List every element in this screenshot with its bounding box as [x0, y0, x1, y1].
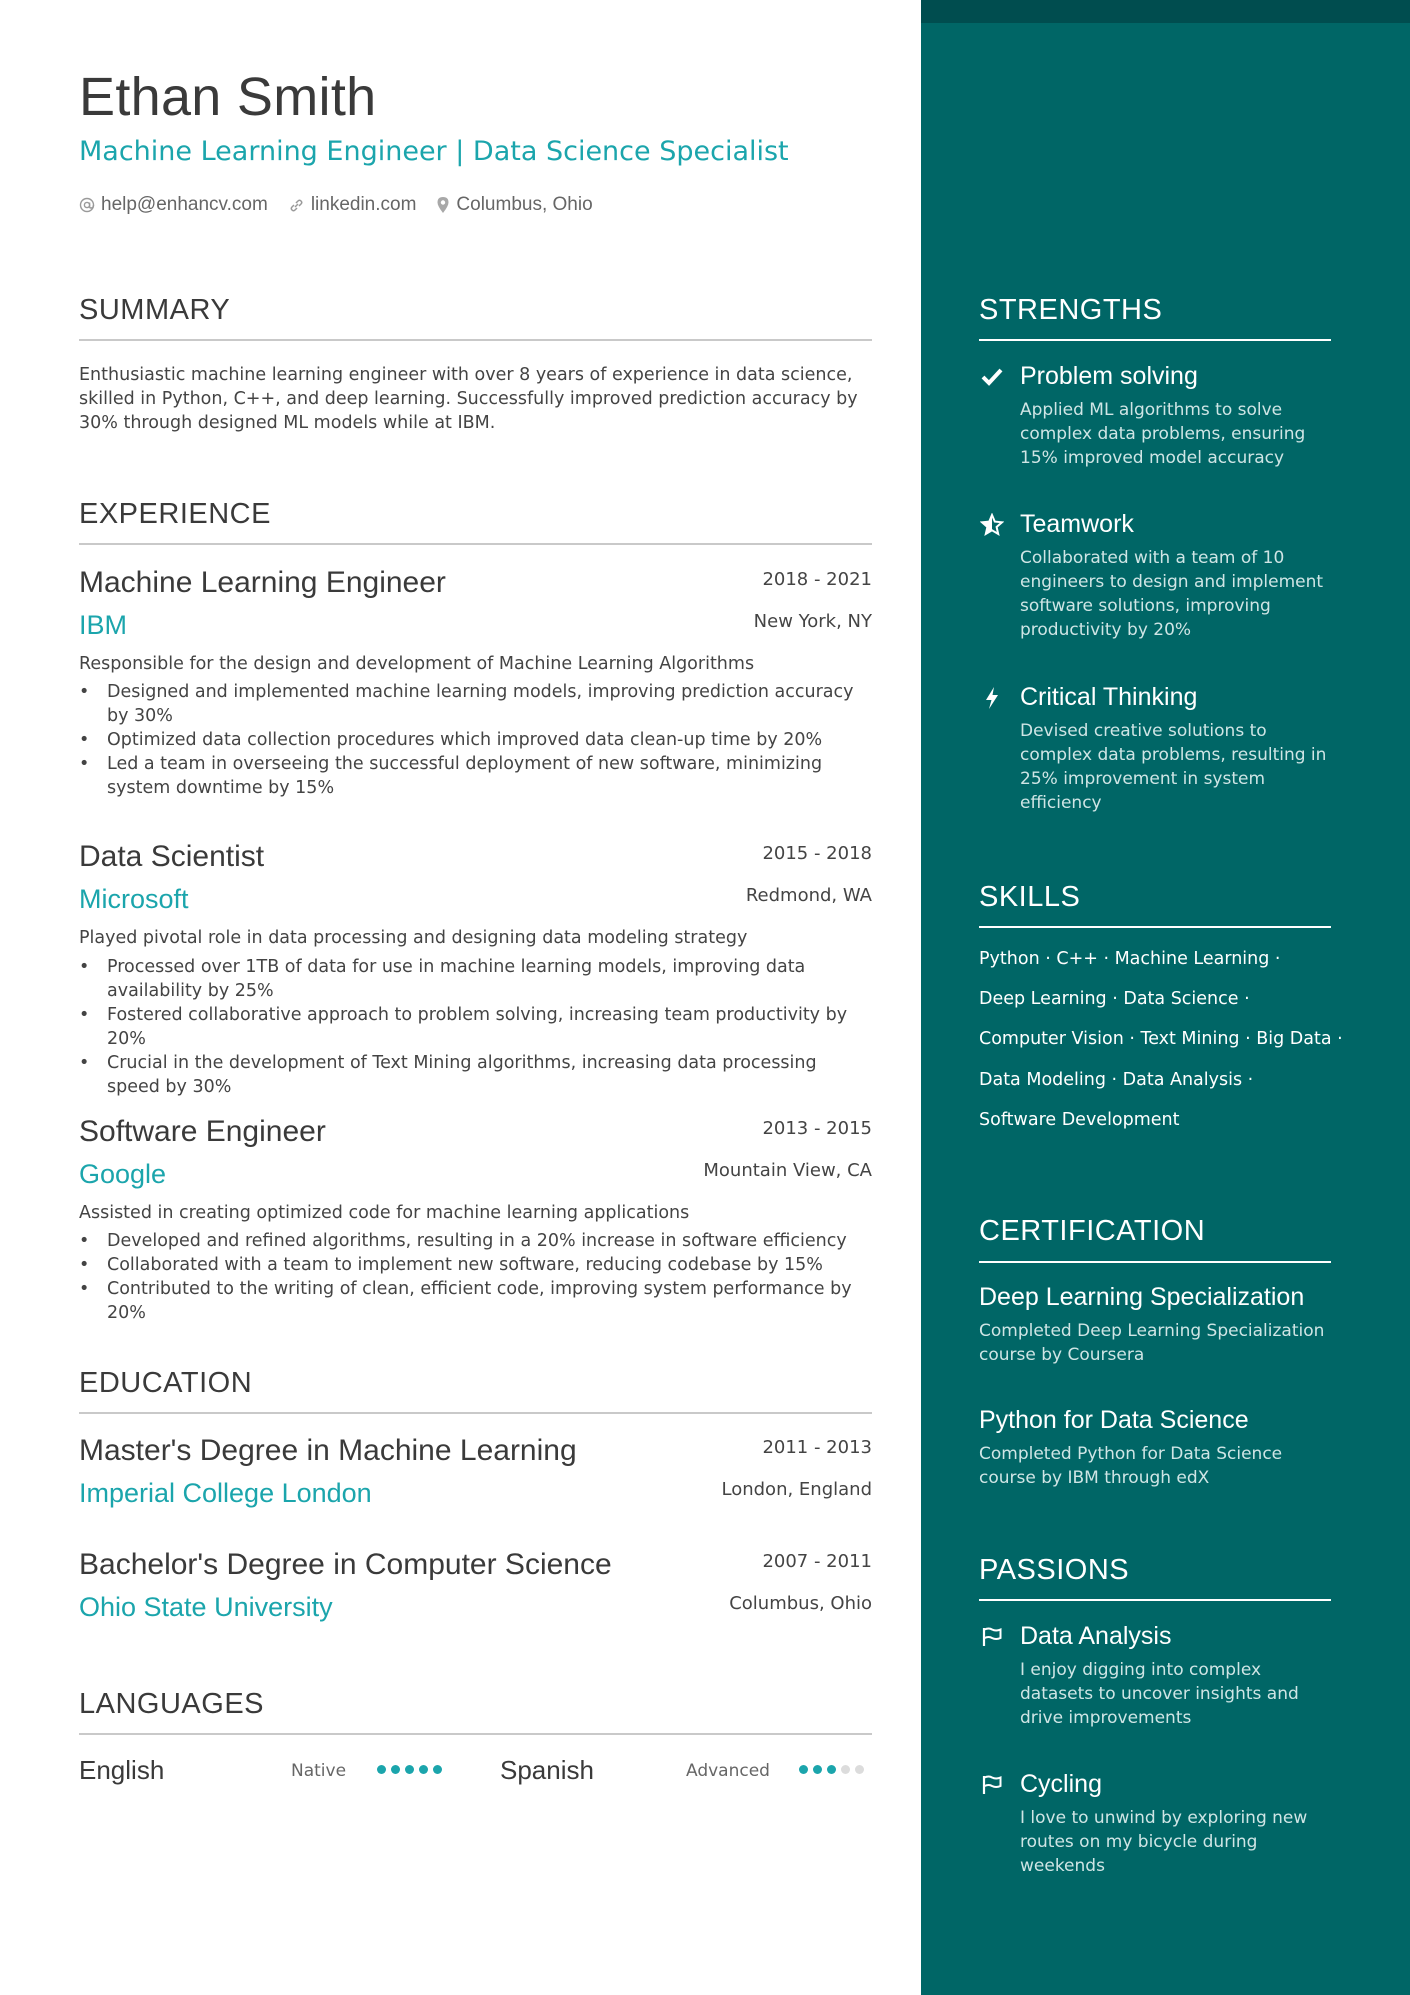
- education-dates: 2007 - 2011: [762, 1551, 872, 1572]
- certification-title: Python for Data Science: [979, 1406, 1249, 1434]
- job-title: Software Engineer: [79, 1115, 326, 1148]
- achievement-item: • Developed and refined algorithms, resulting in a 20% increase in software efficiency: [79, 1229, 872, 1253]
- achievement-item: • Led a team in overseeing the successful deployment of new software, minimizing system downtime by 15%: [79, 752, 872, 800]
- education-location: Columbus, Ohio: [729, 1593, 872, 1614]
- flag-icon: [979, 1772, 1005, 1798]
- check-icon: [979, 364, 1005, 390]
- skill-line: Computer Vision · Text Mining · Big Data ·: [979, 1029, 1343, 1049]
- experience-heading: EXPERIENCE: [79, 498, 271, 530]
- rating-dot-filled: [391, 1765, 400, 1774]
- skill-line: Deep Learning · Data Science ·: [979, 989, 1250, 1009]
- degree-title: Bachelor's Degree in Computer Science: [79, 1548, 612, 1581]
- language-rating: [799, 1765, 869, 1774]
- contact-bar: [79, 194, 613, 216]
- rating-dot-empty: [841, 1765, 850, 1774]
- passions-divider: [979, 1599, 1331, 1601]
- sidebar: [921, 0, 1410, 1995]
- passion-text: I enjoy digging into complex datasets to uncover insights and drive improvements: [1020, 1660, 1299, 1728]
- job-achievements: [79, 680, 872, 800]
- rating-dot-empty: [855, 1765, 864, 1774]
- company-name: IBM: [79, 610, 128, 640]
- strength-title: Critical Thinking: [1020, 683, 1198, 711]
- rating-dot-filled: [813, 1765, 822, 1774]
- languages-divider: [79, 1733, 872, 1735]
- school-name: Imperial College London: [79, 1478, 372, 1508]
- rating-dot-filled: [433, 1765, 442, 1774]
- language-name: Spanish: [500, 1755, 594, 1785]
- linkedin-text: linkedin.com: [310, 194, 417, 215]
- achievement-item: • Fostered collaborative approach to problem solving, increasing team productivity by 20%: [79, 1003, 872, 1051]
- achievement-item: • Crucial in the development of Text Mining algorithms, increasing data processing speed by 30%: [79, 1051, 872, 1099]
- rating-dot-filled: [419, 1765, 428, 1774]
- education-location: London, England: [721, 1479, 872, 1500]
- language-level: Advanced: [686, 1761, 770, 1781]
- job-location: Mountain View, CA: [703, 1160, 872, 1181]
- rating-dot-filled: [827, 1765, 836, 1774]
- candidate-headline: Machine Learning Engineer | Data Science Specialist: [79, 136, 789, 167]
- certification-heading: CERTIFICATION: [979, 1215, 1206, 1247]
- job-dates: 2015 - 2018: [762, 843, 872, 864]
- language-rating: [377, 1765, 447, 1774]
- strength-title: Teamwork: [1020, 510, 1134, 538]
- location-text: Columbus, Ohio: [456, 194, 593, 215]
- certification-divider: [979, 1261, 1331, 1263]
- skill-line: Software Development: [979, 1110, 1180, 1130]
- passion-text: I love to unwind by exploring new routes on my bicycle during weekends: [1020, 1808, 1308, 1876]
- candidate-name: Ethan Smith: [79, 67, 377, 127]
- strength-text: Applied ML algorithms to solve complex data problems, ensuring 15% improved model accuracy: [1020, 400, 1306, 468]
- job-description: Responsible for the design and development of Machine Learning Algorithms: [79, 654, 755, 674]
- experience-divider: [79, 543, 872, 545]
- skills-divider: [979, 926, 1331, 928]
- school-name: Ohio State University: [79, 1592, 333, 1622]
- contact-email[interactable]: [79, 194, 268, 216]
- sidebar-top-band: [921, 0, 1410, 23]
- bolt-icon: [979, 685, 1005, 711]
- at-icon: [79, 197, 95, 213]
- strength-title: Problem solving: [1020, 362, 1198, 390]
- star-icon: [979, 512, 1005, 538]
- contact-linkedin[interactable]: [288, 194, 417, 216]
- flag-icon: [979, 1624, 1005, 1650]
- job-description: Assisted in creating optimized code for machine learning applications: [79, 1203, 690, 1223]
- languages-heading: LANGUAGES: [79, 1688, 264, 1720]
- job-description: Played pivotal role in data processing and designing data modeling strategy: [79, 928, 748, 948]
- job-dates: 2018 - 2021: [762, 569, 872, 590]
- achievement-item: • Collaborated with a team to implement new software, reducing codebase by 15%: [79, 1253, 872, 1277]
- strength-text: Devised creative solutions to complex data problems, resulting in 25% improvement in system efficiency: [1020, 721, 1327, 813]
- language-name: English: [79, 1755, 165, 1785]
- rating-dot-filled: [405, 1765, 414, 1774]
- education-dates: 2011 - 2013: [762, 1437, 872, 1458]
- education-divider: [79, 1412, 872, 1414]
- contact-location: [436, 194, 592, 216]
- job-location: New York, NY: [753, 611, 872, 632]
- rating-dot-filled: [799, 1765, 808, 1774]
- passion-title: Cycling: [1020, 1770, 1102, 1798]
- language-level: Native: [291, 1761, 347, 1781]
- strengths-heading: STRENGTHS: [979, 294, 1163, 326]
- strengths-divider: [979, 339, 1331, 341]
- passions-heading: PASSIONS: [979, 1554, 1130, 1586]
- summary-divider: [79, 339, 872, 341]
- job-achievements: [79, 955, 872, 1099]
- location-pin-icon: [436, 196, 450, 214]
- company-name: Google: [79, 1159, 167, 1189]
- email-text: help@enhancv.com: [101, 194, 268, 215]
- skill-line: Python · C++ · Machine Learning ·: [979, 949, 1281, 969]
- job-achievements: [79, 1229, 872, 1325]
- company-name: Microsoft: [79, 884, 189, 914]
- certification-text: Completed Deep Learning Specialization course by Coursera: [979, 1321, 1325, 1365]
- achievement-item: • Optimized data collection procedures which improved data clean-up time by 20%: [79, 728, 872, 752]
- strength-text: Collaborated with a team of 10 engineers to design and implement software solutions, improving productivity by 20%: [1020, 548, 1324, 640]
- achievement-item: • Processed over 1TB of data for use in machine learning models, improving data availability by 25%: [79, 955, 872, 1003]
- achievement-item: • Contributed to the writing of clean, efficient code, improving system performance by 20%: [79, 1277, 872, 1325]
- skill-line: Data Modeling · Data Analysis ·: [979, 1070, 1254, 1090]
- job-location: Redmond, WA: [745, 885, 872, 906]
- certification-title: Deep Learning Specialization: [979, 1283, 1305, 1311]
- certification-text: Completed Python for Data Science course by IBM through edX: [979, 1444, 1283, 1488]
- summary-heading: SUMMARY: [79, 294, 231, 326]
- job-dates: 2013 - 2015: [762, 1118, 872, 1139]
- passion-title: Data Analysis: [1020, 1622, 1172, 1650]
- education-heading: EDUCATION: [79, 1367, 253, 1399]
- summary-text: Enthusiastic machine learning engineer with over 8 years of experience in data science, skilled in Python, C++, and deep learning. Successfully improved prediction accuracy by 30% through designed ML models while at IBM.: [79, 365, 858, 433]
- rating-dot-filled: [377, 1765, 386, 1774]
- degree-title: Master's Degree in Machine Learning: [79, 1434, 577, 1467]
- link-icon: [288, 197, 305, 214]
- job-title: Machine Learning Engineer: [79, 566, 446, 599]
- skills-heading: SKILLS: [979, 881, 1081, 913]
- achievement-item: • Designed and implemented machine learning models, improving prediction accuracy by 30%: [79, 680, 872, 728]
- job-title: Data Scientist: [79, 840, 265, 873]
